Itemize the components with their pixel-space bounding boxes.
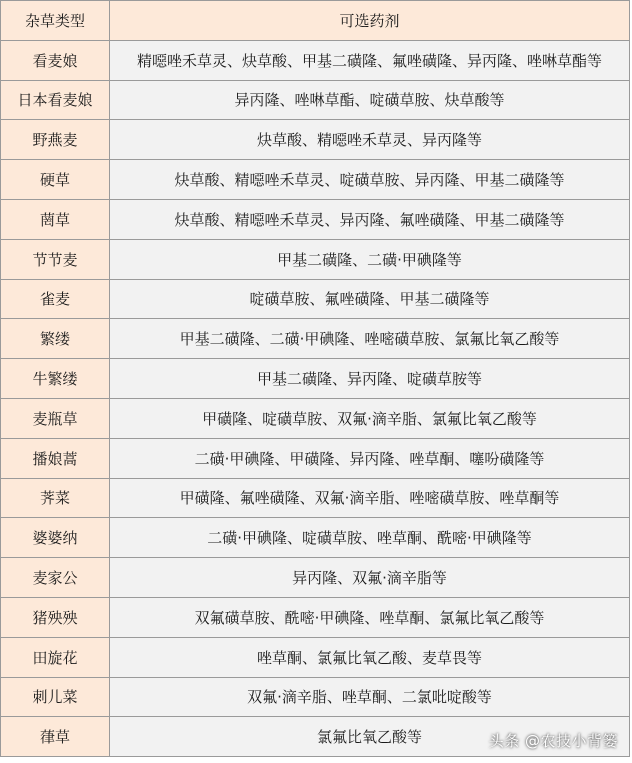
weed-type-cell: 葎草 — [1, 717, 110, 757]
herbicide-cell: 炔草酸、精噁唑禾草灵、异丙隆等 — [110, 120, 630, 160]
herbicide-cell: 甲磺隆、氟唑磺隆、双氟·滴辛脂、唑嘧磺草胺、唑草酮等 — [110, 478, 630, 518]
table-row — [1, 597, 630, 637]
herbicide-cell: 精噁唑禾草灵、炔草酸、甲基二磺隆、氟唑磺隆、异丙隆、唑啉草酯等 — [110, 40, 630, 80]
table-row — [1, 40, 630, 80]
table-row — [1, 319, 630, 359]
herbicide-cell: 氯氟比氧乙酸等 — [110, 717, 630, 757]
weed-type-cell: 麦家公 — [1, 558, 110, 598]
weed-type-cell: 田旋花 — [1, 637, 110, 677]
weed-type-cell: 看麦娘 — [1, 40, 110, 80]
weed-type-cell: 猪殃殃 — [1, 597, 110, 637]
watermark: 头条 @农技小背篓 — [488, 732, 618, 750]
weed-type-cell: 麦瓶草 — [1, 398, 110, 438]
table-row — [1, 80, 630, 120]
weed-type-cell: 牛繁缕 — [1, 359, 110, 399]
herbicide-cell: 二磺·甲碘隆、啶磺草胺、唑草酮、酰嘧·甲碘隆等 — [110, 518, 630, 558]
table-row — [1, 637, 630, 677]
weed-type-cell: 硬草 — [1, 160, 110, 200]
herbicide-cell: 异丙隆、双氟·滴辛脂等 — [110, 558, 630, 598]
herbicide-cell: 甲基二磺隆、二磺·甲碘隆、唑嘧磺草胺、氯氟比氧乙酸等 — [110, 319, 630, 359]
table-row — [1, 518, 630, 558]
herbicide-cell: 甲基二磺隆、异丙隆、啶磺草胺等 — [110, 359, 630, 399]
weed-type-cell: 婆婆纳 — [1, 518, 110, 558]
table-row — [1, 398, 630, 438]
table-row — [1, 239, 630, 279]
table-row — [1, 120, 630, 160]
herbicide-cell: 甲基二磺隆、二磺·甲碘隆等 — [110, 239, 630, 279]
herbicide-cell: 啶磺草胺、氟唑磺隆、甲基二磺隆等 — [110, 279, 630, 319]
weed-type-cell: 刺儿菜 — [1, 677, 110, 717]
weed-type-cell: 野燕麦 — [1, 120, 110, 160]
weed-type-cell: 荠菜 — [1, 478, 110, 518]
table-row — [1, 558, 630, 598]
herbicide-cell: 唑草酮、氯氟比氧乙酸、麦草畏等 — [110, 637, 630, 677]
herbicide-cell: 双氟·滴辛脂、唑草酮、二氯吡啶酸等 — [110, 677, 630, 717]
table-row — [1, 478, 630, 518]
herbicide-cell: 甲磺隆、啶磺草胺、双氟·滴辛脂、氯氟比氧乙酸等 — [110, 398, 630, 438]
weed-type-cell: 播娘蒿 — [1, 438, 110, 478]
table-body — [1, 40, 630, 756]
herbicide-header: 可选药剂 — [110, 1, 630, 41]
table-row — [1, 359, 630, 399]
herbicide-cell: 异丙隆、唑啉草酯、啶磺草胺、炔草酸等 — [110, 80, 630, 120]
weed-type-cell: 节节麦 — [1, 239, 110, 279]
weed-type-cell: 雀麦 — [1, 279, 110, 319]
header-row — [1, 1, 630, 41]
table-row — [1, 160, 630, 200]
weed-type-cell: 菵草 — [1, 199, 110, 239]
weed-type-header: 杂草类型 — [1, 1, 110, 41]
table-row — [1, 438, 630, 478]
weed-type-cell: 繁缕 — [1, 319, 110, 359]
herbicide-cell: 双氟磺草胺、酰嘧·甲碘隆、唑草酮、氯氟比氧乙酸等 — [110, 597, 630, 637]
table-row — [1, 199, 630, 239]
table-row — [1, 279, 630, 319]
weed-type-cell: 日本看麦娘 — [1, 80, 110, 120]
table-row — [1, 677, 630, 717]
herbicide-cell: 炔草酸、精噁唑禾草灵、啶磺草胺、异丙隆、甲基二磺隆等 — [110, 160, 630, 200]
herbicide-cell: 二磺·甲碘隆、甲磺隆、异丙隆、唑草酮、噻吩磺隆等 — [110, 438, 630, 478]
herbicide-cell: 炔草酸、精噁唑禾草灵、异丙隆、氟唑磺隆、甲基二磺隆等 — [110, 199, 630, 239]
